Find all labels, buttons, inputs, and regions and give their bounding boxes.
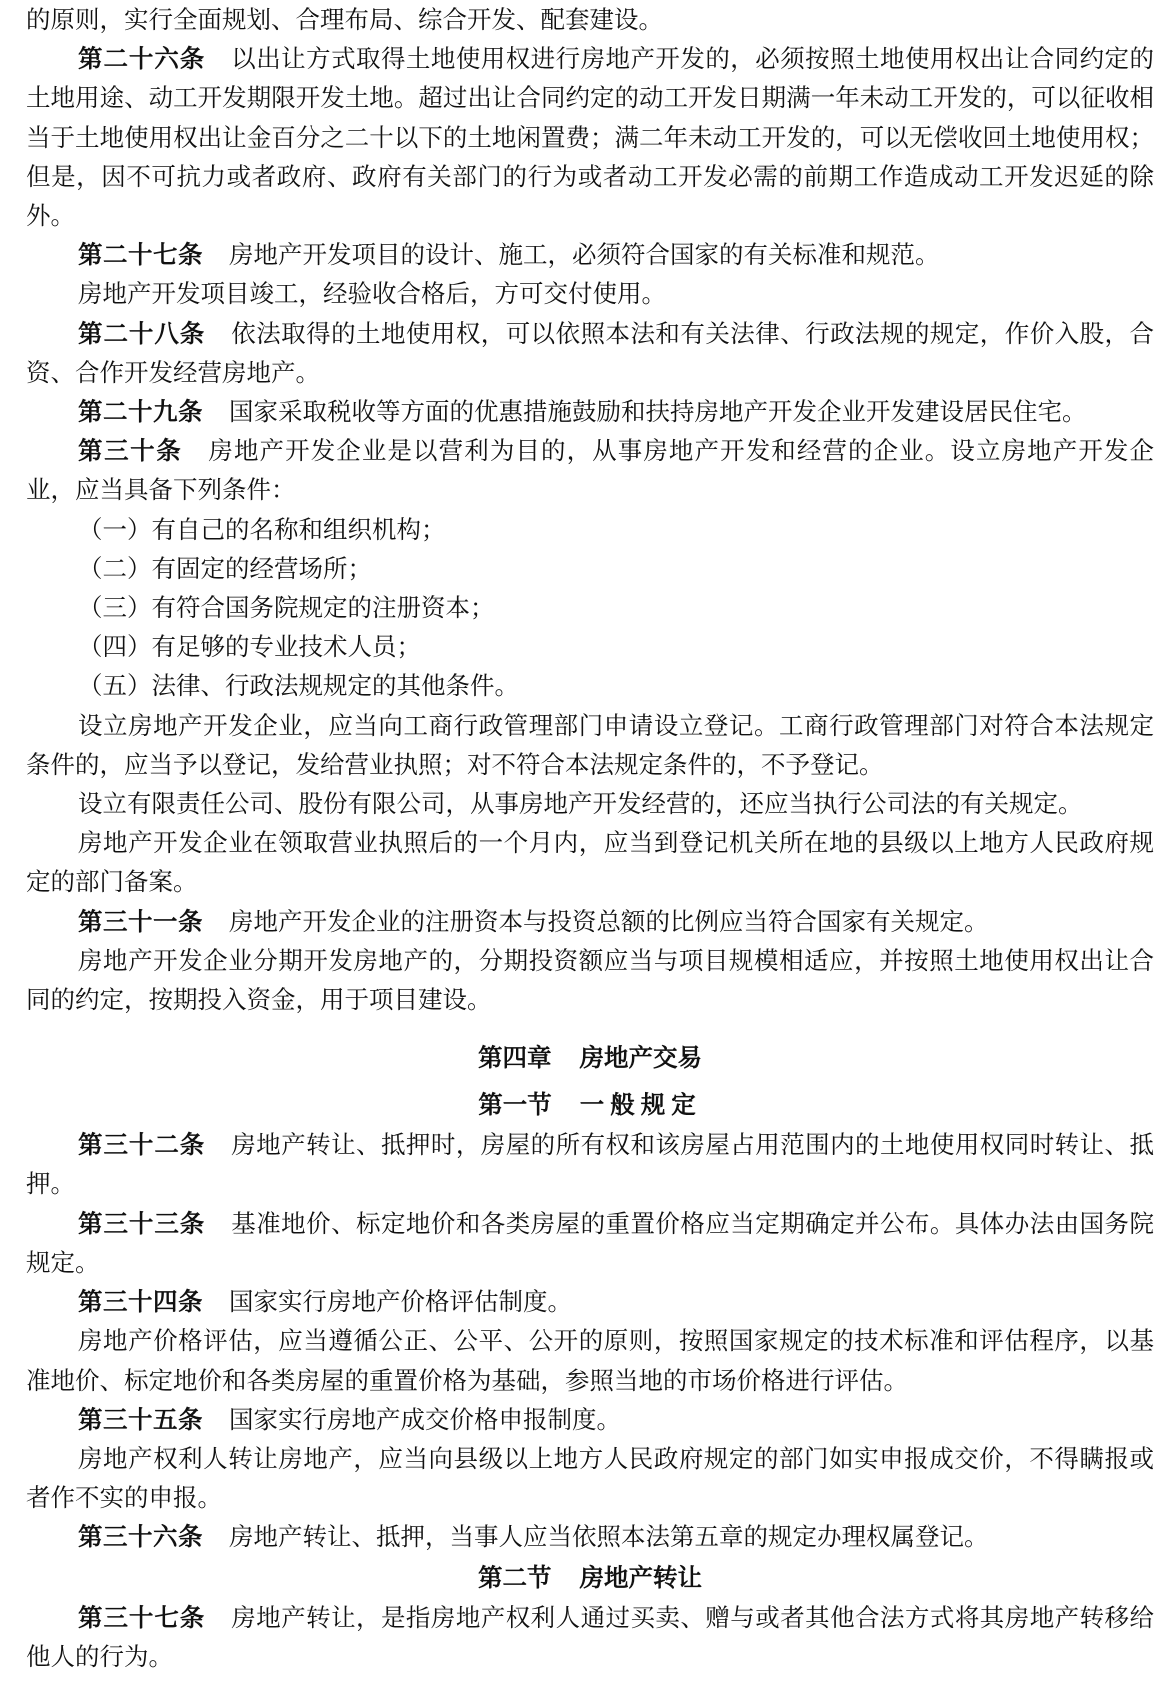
article-number: 第三十七条 xyxy=(78,1602,206,1632)
paragraph-text: （五）法律、行政法规规定的其他条件。 xyxy=(78,671,519,701)
article-number: 第三十五条 xyxy=(78,1404,203,1434)
body-paragraph xyxy=(26,784,1154,823)
paragraph-text: 房地产转让、抵押，当事人应当依照本法第五章的规定办理权属登记。 xyxy=(229,1522,989,1552)
section-title: 一般规定 xyxy=(579,1090,702,1120)
paragraph-text: 以出让方式取得土地使用权进行房地产开发的，必须按照土地使用权出让合同约定的土地用途、动工开发期限开发土地。超过出让合同约定的动工开发日期满一年未动工开发的，可以征收相当于土地使用权出让金百分之二十以下的土地闲置费；满二年未动工开发的，可以无偿收回土地使用权；但是，因不可抗力或者政府、政府有关部门的行为或者动工开发必需的前期工作造成动工开发迟延的除外。 xyxy=(26,44,1155,231)
paragraph-text: （三）有符合国务院规定的注册资本； xyxy=(78,593,495,623)
article-paragraph xyxy=(26,392,1154,431)
body-paragraph xyxy=(26,1321,1154,1399)
body-paragraph xyxy=(26,666,1154,705)
section-heading-2 xyxy=(26,1557,1154,1598)
article-paragraph xyxy=(26,235,1154,274)
document-page xyxy=(26,0,1154,1676)
article-number: 第二十九条 xyxy=(78,397,203,427)
article-number: 第三十二条 xyxy=(78,1130,206,1160)
paragraph-text: 房地产转让、抵押时，房屋的所有权和该房屋占用范围内的土地使用权同时转让、抵押。 xyxy=(26,1130,1155,1199)
chapter-number: 第四章 xyxy=(478,1043,552,1073)
paragraph-text: 基准地价、标定地价和各类房屋的重置价格应当定期确定并公布。具体办法由国务院规定。 xyxy=(26,1208,1155,1277)
paragraph-text: 房地产开发企业是以营利为目的，从事房地产开发和经营的企业。设立房地产开发企业，应当具备下列条件： xyxy=(26,436,1155,505)
article-block-32-36 xyxy=(26,1125,1154,1556)
paragraph-text: 的原则，实行全面规划、合理布局、综合开发、配套建设。 xyxy=(26,5,663,34)
paragraph-text: 设立房地产开发企业，应当向工商行政管理部门申请设立登记。工商行政管理部门对符合本法规定条件的，应当予以登记，发给营业执照；对不符合本法规定条件的，不予登记。 xyxy=(26,710,1154,779)
article-number: 第三十四条 xyxy=(78,1287,203,1317)
body-paragraph xyxy=(26,1439,1154,1517)
paragraph-text: 房地产价格评估，应当遵循公正、公平、公开的原则，按照国家规定的技术标准和评估程序，以基准地价、标定地价和各类房屋的重置价格为基础，参照当地的市场价格进行评估。 xyxy=(26,1326,1154,1395)
paragraph-text: 国家实行房地产成交价格申报制度。 xyxy=(229,1404,621,1434)
body-paragraph xyxy=(26,0,1154,39)
paragraph-text: 房地产转让，是指房地产权利人通过买卖、赠与或者其他合法方式将其房地产转移给他人的行为。 xyxy=(26,1602,1155,1671)
article-number: 第三十三条 xyxy=(78,1208,206,1238)
paragraph-text: （一）有自己的名称和组织机构； xyxy=(78,514,446,544)
paragraph-text: 房地产开发企业分期开发房地产的，分期投资额应当与项目规模相适应，并按照土地使用权出让合同的约定，按期投入资金，用于项目建设。 xyxy=(26,945,1154,1015)
article-paragraph xyxy=(26,431,1154,509)
paragraph-text: 房地产开发项目竣工，经验收合格后，方可交付使用。 xyxy=(78,279,666,309)
article-number: 第二十七条 xyxy=(78,240,203,270)
article-paragraph xyxy=(26,1517,1154,1556)
section-title: 房地产转让 xyxy=(579,1562,702,1592)
paragraph-text: 国家实行房地产价格评估制度。 xyxy=(229,1287,572,1317)
article-block-37 xyxy=(26,1598,1154,1676)
article-paragraph xyxy=(26,1282,1154,1321)
body-paragraph xyxy=(26,588,1154,627)
paragraph-text: 房地产开发企业在领取营业执照后的一个月内，应当到登记机关所在地的县级以上地方人民政府规定的部门备案。 xyxy=(26,828,1154,897)
section-number: 第二节 xyxy=(478,1562,552,1592)
article-number: 第二十八条 xyxy=(78,318,206,348)
paragraph-text: （四）有足够的专业技术人员； xyxy=(78,632,421,662)
article-paragraph xyxy=(26,314,1154,392)
paragraph-text: 房地产权利人转让房地产，应当向县级以上地方人民政府规定的部门如实申报成交价，不得瞒报或者作不实的申报。 xyxy=(26,1443,1154,1513)
paragraph-text: 依法取得的土地使用权，可以依照本法和有关法律、行政法规的规定，作价入股，合资、合作开发经营房地产。 xyxy=(26,318,1155,387)
article-number: 第三十六条 xyxy=(78,1522,203,1552)
paragraph-text: 设立有限责任公司、股份有限公司，从事房地产开发经营的，还应当执行公司法的有关规定。 xyxy=(78,789,1083,819)
body-paragraph xyxy=(26,941,1154,1019)
article-paragraph xyxy=(26,1400,1154,1439)
article-number: 第三十一条 xyxy=(78,906,203,936)
body-paragraph xyxy=(26,627,1154,666)
article-paragraph xyxy=(26,1125,1154,1203)
body-paragraph xyxy=(26,549,1154,588)
article-number: 第二十六条 xyxy=(78,44,206,74)
paragraph-text: （二）有固定的经营场所； xyxy=(78,553,372,583)
body-paragraph xyxy=(26,274,1154,313)
paragraph-text: 国家采取税收等方面的优惠措施鼓励和扶持房地产开发企业开发建设居民住宅。 xyxy=(229,397,1087,427)
article-block-26-31 xyxy=(26,0,1154,1019)
section-number: 第一节 xyxy=(478,1090,552,1120)
chapter-heading xyxy=(26,1037,1154,1078)
article-number: 第三十条 xyxy=(78,436,183,466)
article-paragraph xyxy=(26,39,1154,235)
body-paragraph xyxy=(26,510,1154,549)
article-paragraph xyxy=(26,902,1154,941)
body-paragraph xyxy=(26,823,1154,901)
body-paragraph xyxy=(26,706,1154,784)
article-paragraph xyxy=(26,1598,1154,1676)
section-heading-1 xyxy=(26,1084,1154,1125)
article-paragraph xyxy=(26,1204,1154,1282)
chapter-title: 房地产交易 xyxy=(579,1043,702,1073)
paragraph-text: 房地产开发项目的设计、施工，必须符合国家的有关标准和规范。 xyxy=(229,240,940,270)
paragraph-text: 房地产开发企业的注册资本与投资总额的比例应当符合国家有关规定。 xyxy=(229,906,989,936)
